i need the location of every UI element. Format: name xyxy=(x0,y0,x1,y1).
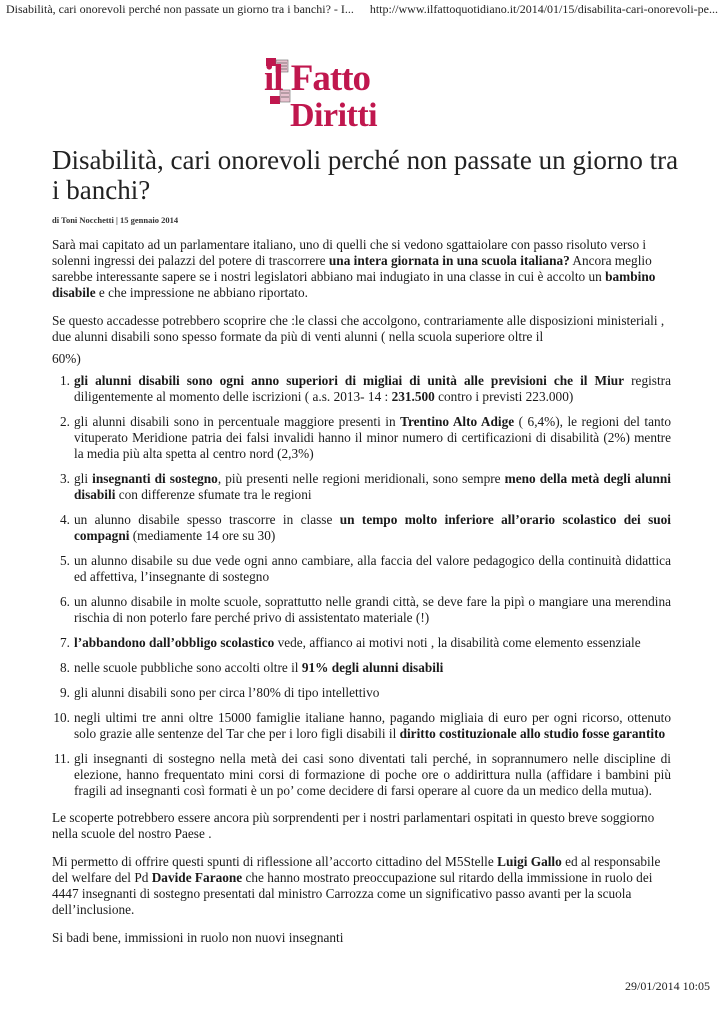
text-run: nelle scuole pubbliche sono accolti oltre il xyxy=(74,660,302,675)
bold-run: meno della metà degli alunni disabili xyxy=(74,471,671,502)
bold-run: l’abbandono dall’obbligo scolastico xyxy=(74,635,275,650)
bold-run: bambino disabile xyxy=(52,269,656,300)
list-number: 2. xyxy=(60,414,70,429)
text-run: (mediamente 14 ore su 30) xyxy=(129,528,276,543)
print-timestamp: 29/01/2014 10:05 xyxy=(624,979,710,993)
article-title: Disabilità, cari onorevoli perché non passate un giorno tra i banchi? xyxy=(52,145,679,205)
text-run: gli insegnanti di sostegno nella metà dei casi sono diventati tali perché, in soprannumero nelle discipline di elezione, hanno frequentato mini corsi di formazione di poche ore o addirittura nulla (affidare i bambini più fragili ad insegnanti così formati è un po’ come decidere di farsi operare al cuore da un medico della mutua). xyxy=(74,751,671,798)
text-run: Sarà mai capitato ad un parlamentare italiano, uno di quelli che si vedono sgattaiolare con passo risoluto verso i solenni ingressi dei palazzi del potere di trascorrere xyxy=(52,237,647,268)
list-number: 6. xyxy=(60,594,70,609)
logo-line1: il Fatto xyxy=(264,58,371,99)
list-item xyxy=(52,414,671,462)
list-item xyxy=(52,594,671,626)
list-item xyxy=(52,512,671,544)
text-run: un alunno disabile in molte scuole, soprattutto nelle grandi città, se deve fare la pipì o mangiare una merendina rischia di non poterlo fare perché privo di assistentato materiale (!) xyxy=(74,594,671,625)
list-number: 11. xyxy=(53,751,70,766)
list-item xyxy=(52,710,671,742)
text-run: un alunno disabile spesso trascorre in classe xyxy=(74,512,340,527)
browser-url: http://www.ilfattoquotidiano.it/2014/01/15/disabilita-cari-onorevoli-pe... xyxy=(369,2,718,16)
text-run: negli ultimi tre anni oltre 15000 famiglie italiane hanno, pagando migliaia di euro per ogni ricorso, ottenuto solo grazie alle sentenze del Tar che per i loro figli disabili il xyxy=(74,710,671,741)
article-byline: di Toni Nocchetti | 15 gennaio 2014 xyxy=(52,215,179,225)
text-run: gli alunni disabili sono in percentuale maggiore presenti in xyxy=(74,414,401,429)
paragraph-conclusion: Le scoperte potrebbero essere ancora più sorprendenti per i nostri parlamentari ospitati in questo breve soggiorno nella scuole del nostro Paese . xyxy=(52,810,655,841)
bold-run: 91% degli alunni disabili xyxy=(301,660,444,675)
bold-run: un tempo molto inferiore all’orario scolastico dei suoi compagni xyxy=(74,512,671,543)
paragraph-politicians xyxy=(52,854,671,918)
il-fatto-diritti-logo xyxy=(262,50,422,134)
list-number: 9. xyxy=(60,685,70,700)
text-run: ( 6,4%), le regioni del tanto vituperato Meridione patria dei falsi invalidi hanno il minor numero di certificazioni di disabilità (2%) mentre la media più alta spetta al centro nord (2,3%) xyxy=(74,414,671,461)
bold-run: Trentino Alto Adige xyxy=(400,414,515,429)
politician-name: Luigi Gallo xyxy=(497,854,562,869)
list-number: 7. xyxy=(60,635,70,650)
text-run: Se questo accadesse potrebbero scoprire che :le classi che accolgono, contrariamente alle disposizioni ministeriali , due alunni disabili sono spesso formate da più di venti alunni ( nella scuola superiore oltre il xyxy=(52,313,665,344)
text-run: vede, affianco ai motivi noti , la disabilità come elemento essenziale xyxy=(274,635,641,650)
list-item xyxy=(52,553,671,585)
text-run: 60%) xyxy=(52,351,81,366)
bold-run: gli alunni disabili sono ogni anno superiori di migliai di unità alle previsioni che il Miur xyxy=(74,373,625,388)
paragraph-classes xyxy=(52,313,671,367)
paragraph-intro xyxy=(52,237,671,301)
list-item xyxy=(52,685,671,701)
bold-run: 231.500 xyxy=(391,389,435,404)
list-item xyxy=(52,660,671,676)
text-run: Ancora meglio sarebbe interessante sapere se i nostri legislatori abbiano mai indugiato in una classe in cui è accolto un xyxy=(52,253,652,284)
text-run: contro i previsti 223.000) xyxy=(434,389,574,404)
text-run: e che impressione ne abbiano riportato. xyxy=(95,285,308,300)
text-run: un alunno disabile su due vede ogni anno cambiare, alla faccia del valore pedagogico della continuità didattica ed affettiva, l’insegnante di sostegno xyxy=(74,553,671,584)
article-body xyxy=(52,237,671,958)
text-run: gli xyxy=(74,471,93,486)
list-item xyxy=(52,471,671,503)
logo-line2: Diritti xyxy=(290,97,378,134)
bold-run: insegnanti di sostegno xyxy=(92,471,218,486)
text-run: che hanno mostrato preoccupazione sul ritardo della immissione in ruolo dei 4447 insegnanti di sostegno presentati dal ministro Carrozza come un significativo passo avanti per la scuola dell’inclusione. xyxy=(52,870,653,917)
list-number: 8. xyxy=(60,660,70,675)
text-run: ed al responsabile del welfare del Pd xyxy=(52,854,661,885)
politician-name: Davide Faraone xyxy=(151,870,243,885)
text-run: con differenze sfumate tra le regioni xyxy=(115,487,312,502)
bold-run: diritto costituzionale allo studio fosse garantito xyxy=(399,726,666,741)
list-number: 3. xyxy=(60,471,70,486)
findings-list xyxy=(52,373,671,799)
list-item xyxy=(52,635,671,651)
text-run: gli alunni disabili sono per circa l’80% di tipo intellettivo xyxy=(74,685,380,700)
bold-run: una intera giornata in una scuola italiana? xyxy=(328,253,570,268)
paragraph-closing: Si badi bene, immissioni in ruolo non nuovi insegnanti xyxy=(52,930,344,945)
list-item xyxy=(52,751,671,799)
list-number: 5. xyxy=(60,553,70,568)
text-run: registra diligentemente al momento delle iscrizioni ( a.s. 2013- 14 : xyxy=(74,373,671,404)
text-run: Mi permetto di offrire questi spunti di riflessione all’accorto cittadino del M5Stelle xyxy=(52,854,498,869)
list-number: 4. xyxy=(60,512,70,527)
list-number: 10. xyxy=(53,710,70,725)
browser-page-title: Disabilità, cari onorevoli perché non passate un giorno tra i banchi? - I... xyxy=(6,2,354,16)
list-item xyxy=(52,373,671,405)
text-run: , più presenti nelle regioni meridionali, sono sempre xyxy=(217,471,505,486)
list-number: 1. xyxy=(60,373,70,388)
